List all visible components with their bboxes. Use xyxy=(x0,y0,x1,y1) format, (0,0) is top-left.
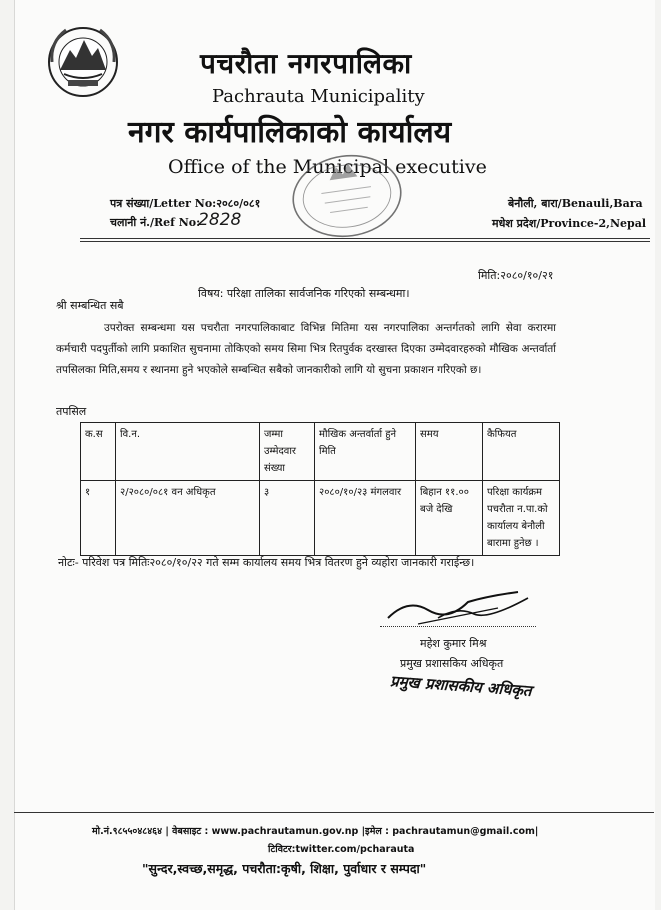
letter-body: उपरोक्त सम्बन्धमा यस पचरौता नगरपालिकाबाट विभिन्न मितिमा यस नगरपालिका अन्तर्गतको लागि सेवा करारमा कर्मचारी पदपुर्तीको लागि प्रकाशित सुचनामा तोकिएको समय सिमा भित्र रितपुर्वक दरखास्त दिएका उम्मेदवारहरुको मौखिक अन्तर्वार्ता तपसिलका मिति,समय र स्थानमा हुने भएकोले सम्बन्धित सबैको जानकारीको लागि यो सुचना प्रकाशन गरिएको छ। xyxy=(56,322,556,376)
org-name-english: Pachrauta Municipality xyxy=(212,86,425,107)
table-row xyxy=(81,481,560,556)
header-divider xyxy=(80,238,650,239)
table-header-cell: क.स xyxy=(81,423,116,481)
footer-twitter: टिविटर:twitter.com/pcharauta xyxy=(268,844,415,855)
signature-line xyxy=(380,626,536,627)
office-name-nepali: नगर कार्यपालिकाको कार्यालय xyxy=(128,115,452,150)
letter-date: मिति:२०८०/१०/२१ xyxy=(478,269,554,282)
tapsil-label: तपसिल xyxy=(56,405,87,418)
table-header-cell: समय xyxy=(416,423,483,481)
table-header-row xyxy=(81,423,560,481)
table-cell: बिहान ११.०० बजे देखि xyxy=(416,481,483,556)
signatory-designation: प्रमुख प्रशासकिय अधिकृत xyxy=(400,657,504,670)
footer-contact: मो.नं.९८५५०४८४६४ | वेबसाइट : www.pachrautamun.gov.np |इमेल : pachrautamun@gmail.com| xyxy=(92,826,539,837)
office-seal-stamp xyxy=(288,150,406,242)
header-divider-2 xyxy=(80,241,650,242)
table-header-cell: कैफियत xyxy=(483,423,560,481)
letter-subject: विषय: परिक्षा तालिका सार्वजनिक गरिएको सम्बन्धमा। xyxy=(198,287,410,300)
municipality-emblem-icon xyxy=(46,22,120,100)
designation-stamp: प्रमुख प्रशासकीय अधिकृत xyxy=(389,672,533,700)
footer-slogan: "सुन्दर,स्वच्छ,समृद्ध, पचरौता:कृषी, शिक्षा, पुर्वाधार र सम्पदा" xyxy=(142,861,427,876)
note-text: नोटः- परिवेश पत्र मितिः२०८०/१०/२२ गते सम्म कार्यालय समय भित्र वितरण हुने व्यहोरा जानकारी गराईन्छ। xyxy=(58,556,475,569)
handwritten-signature xyxy=(378,588,538,628)
ref-number-label: चलानी नं./Ref No: xyxy=(110,216,201,229)
table-cell: १ xyxy=(81,481,116,556)
interview-schedule-table xyxy=(80,422,560,556)
address-line-1: बेनौली, बारा/Benauli,Bara xyxy=(508,197,643,210)
address-line-2: मधेश प्रदेश/Province-2,Nepal xyxy=(492,217,647,230)
table-header-cell: जम्मा उम्मेदवार संख्या xyxy=(260,423,315,481)
salutation: श्री सम्बन्धित सबै xyxy=(56,299,124,312)
org-name-nepali: पचरौता नगरपालिका xyxy=(200,47,412,80)
table-cell: ३ xyxy=(260,481,315,556)
footer-divider xyxy=(14,812,654,813)
table-header-cell: मौखिक अन्तर्वार्ता हुने मिति xyxy=(315,423,416,481)
table-header-cell: वि.न. xyxy=(116,423,260,481)
signatory-name: महेश कुमार मिश्र xyxy=(420,637,487,650)
table-cell: २/२०८०/०८१ वन अधिकृत xyxy=(116,481,260,556)
table-cell: परिक्षा कार्यक्रम पचरौता न.पा.को कार्यालय बेनौली बारामा हुनेछ । xyxy=(483,481,560,556)
office-name-english: Office of the Municipal executive xyxy=(168,156,487,178)
letter-number: पत्र संख्या/Letter No:२०८०/०८१ xyxy=(110,197,261,210)
ref-number-handwritten: 2828 xyxy=(198,210,242,230)
table-cell: २०८०/१०/२३ मंगलवार xyxy=(315,481,416,556)
